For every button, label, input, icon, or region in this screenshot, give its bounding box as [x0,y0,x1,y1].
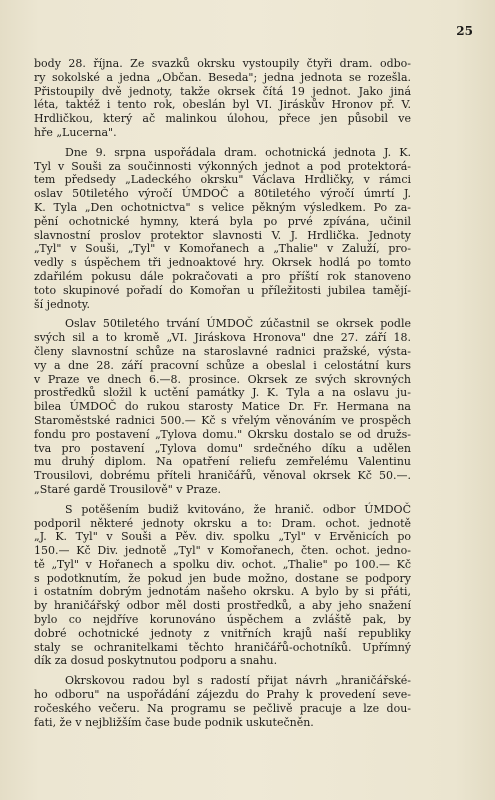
text-line: slavnostní proslov protektor slavnosti V. J. Hrdlička. Jednoty [34,228,411,242]
text-line: v Praze ve dnech 6.—8. prosince. Okrsek ze svých skrovných [34,372,411,386]
text-line: dík za dosud poskytnutou podporu a snahu. [34,654,278,668]
text-line: vedly s úspěchem tři jednoaktové hry. Okrsek hodlá po tomto [34,256,411,270]
paragraph-hronov [34,57,411,140]
text-line: ry sokolské a jedna „Občan. Beseda"; jedna jednota se rozešla. [34,70,411,84]
text-line: ročeského večeru. Na programu se pečlivě pracuje a lze dou- [34,701,411,715]
text-line: fati, že v nejbližším čase bude podnik uskutečněn. [34,715,314,729]
text-line: vy a dne 28. září pracovní schůze a obeslal i celostátní kurs [34,358,411,372]
text-line: tva pro postavení „Tylova domu" srdečného díku a udělen [34,441,411,455]
text-line: oslav 50tiletého výročí ÚMDOČ a 80tiletého výročí úmrtí J. [34,187,411,201]
text-line: 150.— Kč Div. jednotě „Tyl" v Komořanech, čten. ochot. jedno- [34,544,411,558]
paragraph-jubileum-umdoc [34,317,411,496]
text-line: bilea ÚMDOČ do rukou starosty Matice Dr. Fr. Hermana na [34,400,411,414]
text-line: podporil některé jednoty okrsku a to: Dram. ochot. jednotě [34,516,411,530]
text-line: Dne 9. srpna uspořádala dram. ochotnická jednota J. K. [65,145,411,159]
text-line: svých sil a to kromě „VI. Jiráskova Hronova" dne 27. září 18. [34,331,411,345]
text-line: hře „Lucerna". [34,125,117,139]
text-line: body 28. října. Ze svazků okrsku vystoupily čtyři dram. odbo- [34,57,411,70]
text-line: tě „Tyl" v Hořanech a spolku div. ochot. „Thalie" po 100.— Kč [34,557,411,571]
page-number: 25 [456,24,473,38]
text-line: tem předsedy „Ladeckého okrsku" Václava Hrdličky, v rámci [34,173,411,187]
text-line: i ostatním dobrým jednotám našeho okrsku. A bylo by si přáti, [34,585,411,599]
text-line: prostředků složil k uctění památky J. K. Tyla a na oslavu ju- [34,386,411,400]
text-line: bylo co nejdříve korunováno úspěchem a zvláště pak, by [34,613,411,627]
text-line: fondu pro postavení „Tylova domu." Okrsku dostalo se od družs- [34,427,411,441]
text-line: ho odboru" na uspořádání zájezdu do Prahy k provedení seve- [34,688,411,702]
text-line: staly se ochranitelkami těchto hraničářů-ochotníků. Upřímný [34,640,411,654]
text-line: členy slavnostní schůze na staroslavné radnici pražské, výsta- [34,344,411,358]
text-line: léta, taktéž i tento rok, obeslán byl VI. Jiráskův Hronov př. V. [34,98,411,112]
text-line: „J. K. Tyl" v Souši a Pěv. div. spolku „Tyl" v Ervěnicích po [34,530,411,544]
paragraph-hranicarsky-odbor [34,503,411,669]
text-line: toto skupinové pořadí do Komořan u příležitosti jubilea tamějí- [34,283,411,297]
text-line: „Staré gardě Trousilově" v Praze. [34,482,221,496]
paragraph-den-ochotnictva [34,146,411,312]
page-body-text [34,57,411,731]
text-line: Tyl v Souši za součinnosti výkonných jednot a pod protektorá- [34,159,411,173]
text-line: Hrdličkou, který ač malinkou úlohou, přece jen působil ve [34,112,411,126]
text-line: Oslav 50tiletého trvání ÚMDOČ zúčastnil se okrsek podle [65,317,411,331]
text-line: dobré ochotnické jednoty z vnitřních krajů naší republiky [34,626,411,640]
text-line: ší jednoty. [34,297,90,311]
text-line: S potěšením budiž kvitováno, že hranič. odbor ÚMDOČ [65,502,411,516]
paragraph-zajezd-praha [34,674,411,729]
text-line: Staroměstské radnici 500.— Kč s vřelým věnováním ve prospěch [34,413,411,427]
text-line: mu druhý diplom. Na opatření reliefu zemřelému Valentinu [34,455,411,469]
text-line: Okrskovou radou byl s radostí přijat návrh „hraničářské- [65,674,411,688]
text-line: Trousilovi, dobrému příteli hraničářů, věnoval okrsek Kč 50.—. [34,469,411,483]
text-line: zdařilém pokusu dále pokračovati a pro příští rok stanoveno [34,269,411,283]
text-line: Přistoupily dvě jednoty, takže okrsek čítá 19 jednot. Jako jiná [34,84,411,98]
text-line: s podotknutím, že pokud jen bude možno, dostane se podpory [34,571,411,585]
text-line: by hraničářský odbor měl dosti prostředků, a aby jeho snažení [34,599,411,613]
text-line: pění ochotnické hymny, která byla po prvé zpívána, učinil [34,214,411,228]
text-line: K. Tyla „Den ochotnictva" s velice pěkným výsledkem. Po za- [34,200,411,214]
text-line: „Tyl" v Souši, „Tyl" v Komořanech a „Thalie" v Zaluží, pro- [34,242,411,256]
